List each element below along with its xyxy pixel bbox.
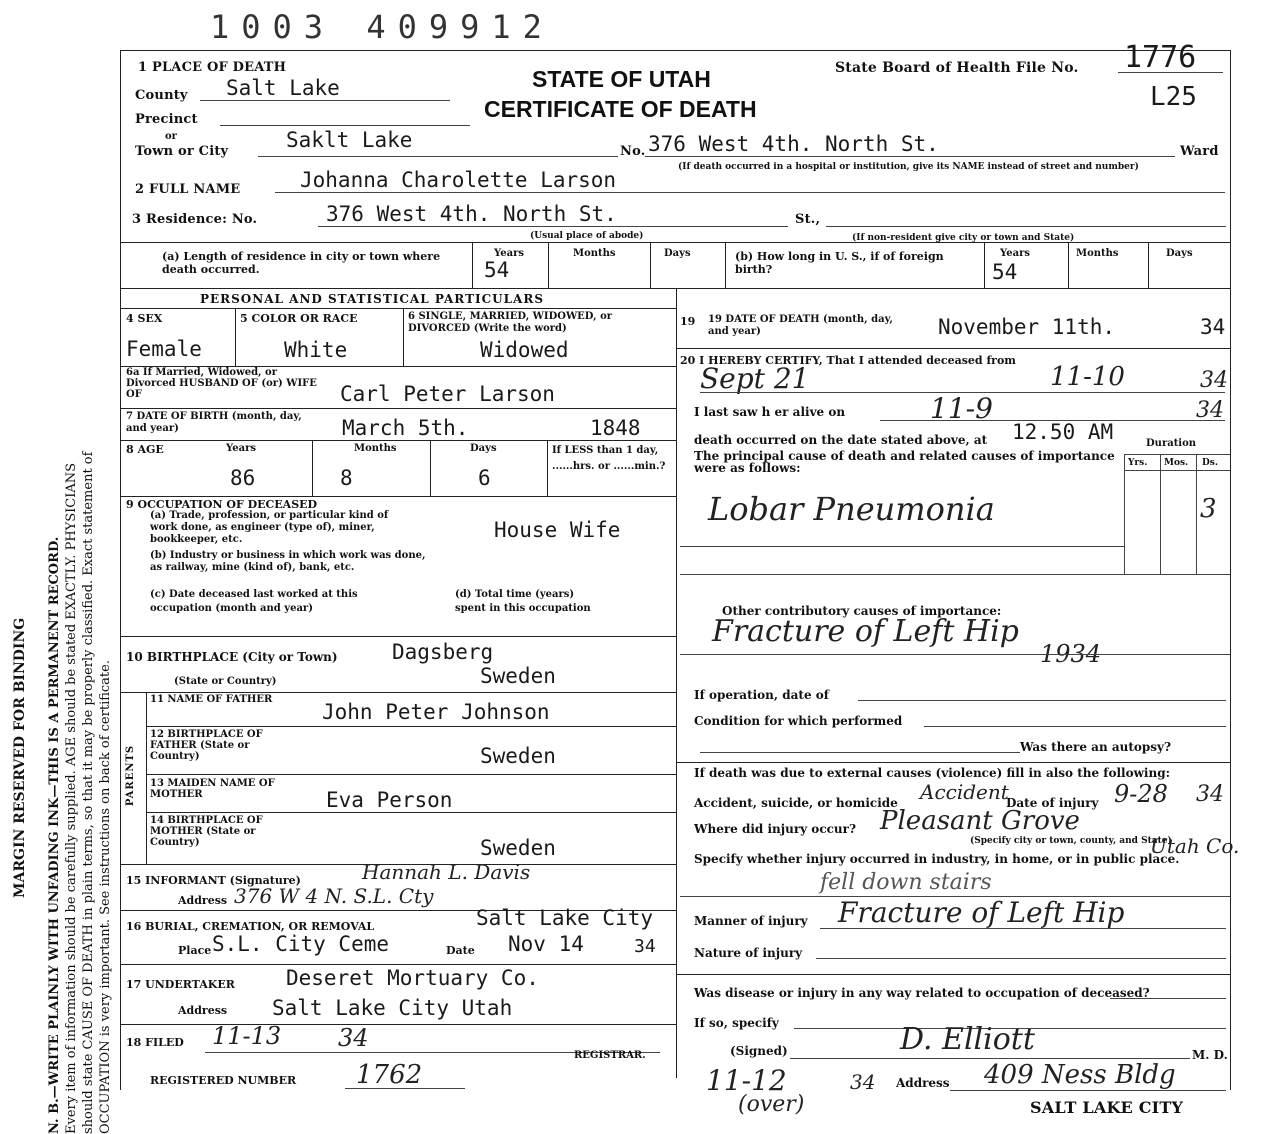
len-years-label: Years: [494, 248, 525, 259]
full-name-line: [275, 192, 1225, 193]
signed-date: 11-12: [706, 1064, 787, 1097]
death-time-value: 12.50 AM: [1012, 420, 1114, 444]
accident-label: Accident, suicide, or homicide: [694, 796, 898, 810]
last-saw-value: 11-9: [930, 392, 993, 425]
county-value: Salt Lake: [226, 76, 340, 100]
registered-number-label: REGISTERED NUMBER: [150, 1074, 297, 1087]
frame-right: [1230, 50, 1231, 1090]
row-line-autopsy: [676, 762, 1230, 763]
occupation-value: House Wife: [494, 518, 621, 542]
hospital-note: (If death occurred in a hospital or institution, give its NAME instead of street and number): [678, 162, 1139, 172]
residence-st-line: [826, 226, 1226, 227]
spouse-value: Carl Peter Larson: [340, 382, 555, 406]
father-value: John Peter Johnson: [322, 700, 550, 724]
burial-place-label: Place: [178, 944, 212, 957]
marital-value: Widowed: [480, 338, 569, 362]
foreign-birth-label: (b) How long in U. S., if of foreign birth?: [735, 250, 944, 276]
contributory-line: [680, 654, 1230, 655]
filed-label: 18 FILED: [126, 1036, 184, 1049]
burial-date-label: Date: [446, 944, 475, 957]
margin-instruction-line: Every item of information should be carefully supplied. AGE should be stated EXACTLY. PHYSICIANS: [64, 462, 79, 1134]
occupation-heading: 9 OCCUPATION OF DECEASED: [126, 498, 318, 511]
contributory-label: Other contributory causes of importance:: [722, 604, 1002, 618]
row-line-nature: [676, 974, 1230, 975]
attended-year: 34: [1200, 368, 1228, 393]
age-col-3: [547, 440, 548, 496]
cause-label: The principal cause of death and related causes of importance were as follows:: [694, 449, 1115, 475]
attended-to: 11-10: [1050, 362, 1125, 392]
signed-value: D. Elliott: [900, 1022, 1035, 1057]
residence-value: 376 West 4th. North St.: [326, 202, 617, 226]
father-label: 11 NAME OF FATHER: [150, 694, 273, 705]
residence-label: 3 Residence: No.: [132, 212, 258, 227]
cause-line-3: [680, 574, 1230, 575]
city-stamp: SALT LAKE CITY: [1030, 1098, 1184, 1117]
margin-instructions: [46, 114, 114, 1134]
row-line-12: [146, 774, 676, 775]
duration-col-3: [1196, 454, 1197, 574]
certify-label: 20 I HEREBY CERTIFY, That I attended deceased from: [680, 354, 1016, 367]
col-sex-color: [235, 308, 236, 366]
file-suffix: L25: [1150, 82, 1197, 112]
occupation-b-label: (b) Industry or business in which work was done, as railway, mine (kind of), bank, etc.: [150, 550, 426, 573]
age-months-label: Months: [354, 443, 397, 454]
undertaker-label: 17 UNDERTAKER: [126, 978, 235, 991]
mother-value: Eva Person: [326, 788, 453, 812]
duration-header-line: [1124, 470, 1230, 471]
burial-value: Salt Lake City: [476, 906, 654, 930]
sex-value: Female: [126, 337, 202, 361]
town-label: Town or City: [135, 144, 229, 159]
where-value: Pleasant Grove: [880, 806, 1080, 836]
dob-year: 1848: [590, 416, 641, 440]
col-color-marital: [403, 308, 404, 366]
contributory-value: Fracture of Left Hip: [712, 614, 1019, 649]
margin-binding-note: MARGIN RESERVED FOR BINDING: [12, 617, 28, 898]
age-days: 6: [478, 466, 491, 490]
last-saw-year: 34: [1196, 398, 1224, 423]
less-than-label: If LESS than 1 day, ......hrs. or ......min.?: [552, 445, 666, 472]
row-line-16: [120, 964, 676, 965]
usual-abode-note: (Usual place of abode): [530, 231, 644, 241]
injury-date-label: Date of injury: [1006, 796, 1099, 810]
for-months-label: Months: [1076, 248, 1119, 259]
sex-label: 4 SEX: [126, 312, 163, 325]
undertaker-address-label: Address: [178, 1004, 228, 1017]
manner-value: Fracture of Left Hip: [838, 896, 1125, 929]
row-line-10: [120, 692, 676, 693]
file-no-label: State Board of Health File No.: [835, 60, 1079, 76]
burial-label: 16 BURIAL, CREMATION, OR REMOVAL: [126, 920, 375, 933]
precinct-label: Precinct: [135, 112, 198, 127]
duration-top: [1124, 454, 1230, 455]
county-line: [200, 100, 450, 101]
personal-heading: PERSONAL AND STATISTICAL PARTICULARS: [200, 292, 545, 306]
specify-label: Specify whether injury occurred in industry, in home, or in public place.: [694, 852, 1180, 866]
frame-top: [120, 50, 1230, 51]
for-days-label: Days: [1166, 248, 1193, 259]
where-label: Where did injury occur?: [694, 822, 857, 836]
top-stamp-number: 1003 409912: [210, 8, 554, 46]
last-saw-label: I last saw h er alive on: [694, 405, 846, 419]
margin-instruction-line: N. B.—WRITE PLAINLY WITH UNFADING INK—THIS IS A PERMANENT RECORD.: [47, 536, 62, 1134]
for-years-label: Years: [1000, 248, 1031, 259]
color-label: 5 COLOR OR RACE: [240, 312, 358, 325]
autopsy-label: Was there an autopsy?: [1020, 740, 1172, 754]
cause-line-2: [680, 546, 1124, 547]
death-date-label: 19 DATE OF DEATH (month, day, and year): [708, 314, 893, 337]
registrar-label: REGISTRAR.: [574, 1050, 646, 1061]
burial-place: S.L. City Ceme: [212, 932, 390, 956]
len-days-label: Days: [664, 248, 691, 259]
age-days-label: Days: [470, 443, 497, 454]
row-line-17: [120, 1024, 676, 1025]
burial-year: 34: [634, 936, 656, 957]
age-months: 8: [340, 466, 353, 490]
length-residence-years: 54: [484, 258, 510, 282]
nature-label: Nature of injury: [694, 946, 803, 960]
or-label: or: [165, 131, 177, 142]
occupation-d-label: (d) Total time (years) spent in this occupation: [455, 589, 591, 614]
over-note: (over): [738, 1092, 805, 1117]
occupation-c-label: (c) Date deceased last worked at this occupation (month and year): [150, 589, 358, 614]
injury-date-value: 9-28: [1114, 780, 1168, 808]
md-label: M. D.: [1192, 1048, 1228, 1062]
cause-duration: 3: [1200, 494, 1217, 524]
signer-address-label: Address: [896, 1076, 950, 1090]
birthplace-label: 10 BIRTHPLACE (City or Town): [126, 650, 338, 664]
birthplace-city: Dagsberg: [392, 640, 494, 664]
informant-address: 376 W 4 N. S.L. Cty: [234, 884, 434, 908]
for-col-1: [984, 242, 985, 288]
street-value: 376 West 4th. North St.: [648, 132, 939, 156]
external-label: If death was due to external causes (violence) fill in also the following:: [694, 766, 1171, 780]
birthplace-country: Sweden: [480, 664, 556, 688]
len-col-1: [472, 242, 473, 288]
residence-box-bottom: [120, 288, 1230, 289]
place-heading: 1 PLACE OF DEATH: [138, 60, 287, 75]
death-date-label-num: 19: [680, 315, 696, 328]
autopsy-line: [700, 752, 1020, 753]
signer-address-line: [950, 1090, 1226, 1091]
father-bp-label: 12 BIRTHPLACE OF FATHER (State or Country): [150, 729, 263, 762]
parents-label: PARENTS: [125, 744, 137, 807]
residence-box-top: [120, 242, 1230, 243]
duration-ds: Ds.: [1202, 458, 1219, 468]
age-col-2: [430, 440, 431, 496]
row-line-9: [120, 636, 676, 637]
age-years: 86: [230, 466, 256, 490]
color-value: White: [284, 338, 348, 362]
row-line-13: [146, 812, 676, 813]
related-line: [1110, 998, 1226, 999]
margin-instruction-line: should state CAUSE OF DEATH in plain terms, so that it may be properly classified. Exact statement of: [81, 451, 96, 1134]
row-line-19: [676, 348, 1230, 349]
row-line-7: [120, 440, 676, 441]
frame-left: [120, 50, 121, 1090]
for-col-3: [1148, 242, 1149, 288]
dob-month-day: March 5th.: [342, 416, 469, 440]
where-note: (Specify city or town, county, and State): [970, 836, 1172, 846]
death-date-value: November 11th.: [938, 315, 1116, 339]
signer-address: 409 Ness Bldg: [984, 1060, 1176, 1090]
specify-value: fell down stairs: [820, 870, 992, 895]
residence-st-label: St.,: [795, 212, 821, 227]
foreign-years: 54: [992, 260, 1018, 284]
signed-year: 34: [850, 1070, 876, 1094]
age-years-label: Years: [226, 443, 257, 454]
duration-label: Duration: [1146, 438, 1197, 449]
cause-value: Lobar Pneumonia: [708, 490, 995, 528]
center-divider: [676, 288, 677, 1078]
mother-bp-value: Sweden: [480, 836, 556, 860]
duration-col-2: [1160, 454, 1161, 574]
marital-label: 6 SINGLE, MARRIED, WIDOWED, or DIVORCED (Write the word): [408, 311, 613, 334]
duration-col-1: [1124, 454, 1125, 574]
row-line-6a: [120, 408, 676, 409]
operation-line: [858, 700, 1226, 701]
condition-label: Condition for which performed: [694, 714, 903, 728]
row-line-11: [146, 726, 676, 727]
occupation-a-label: (a) Trade, profession, or particular kind of work done, as engineer (type of), miner, bookkeeper, etc.: [150, 510, 389, 545]
full-name-value: Johanna Charolette Larson: [300, 168, 617, 192]
margin-instruction-line: OCCUPATION is very important. See instructions on back of certificate.: [98, 660, 113, 1134]
undertaker-value: Deseret Mortuary Co.: [286, 966, 539, 990]
precinct-line: [220, 125, 470, 126]
attended-from: Sept 21: [700, 362, 810, 395]
len-col-2: [548, 242, 549, 288]
related-label: Was disease or injury in any way related to occupation of deceased?: [694, 986, 1150, 1000]
street-line: [645, 156, 1175, 157]
filed-year: 34: [338, 1024, 369, 1052]
town-value: Saklt Lake: [286, 128, 413, 152]
injury-year-value: 34: [1196, 782, 1224, 807]
signed-label: (Signed): [730, 1044, 788, 1058]
ifso-label: If so, specify: [694, 1016, 779, 1030]
informant-label: 15 INFORMANT (Signature): [126, 874, 301, 887]
duration-mos: Mos.: [1164, 458, 1189, 468]
burial-date: Nov 14: [508, 932, 584, 956]
reg-number-line: [345, 1088, 465, 1089]
death-time-label: death occurred on the date stated above, at: [694, 433, 988, 447]
for-col-2: [1068, 242, 1069, 288]
operation-label: If operation, date of: [694, 688, 829, 702]
town-line: [258, 156, 618, 157]
county-label: County: [135, 88, 188, 103]
len-months-label: Months: [573, 248, 616, 259]
informant-address-label: Address: [178, 894, 228, 907]
signed-line: [790, 1058, 1190, 1059]
mother-label: 13 MAIDEN NAME OF MOTHER: [150, 778, 275, 800]
file-no-line: [1118, 72, 1223, 73]
death-year-value: 34: [1200, 315, 1226, 339]
age-col-1: [312, 440, 313, 496]
father-bp-value: Sweden: [480, 744, 556, 768]
registered-number: 1762: [356, 1060, 423, 1090]
undertaker-address: Salt Lake City Utah: [272, 996, 513, 1020]
accident-value: Accident: [920, 780, 1009, 804]
ward-label: Ward: [1180, 144, 1219, 159]
nature-line: [816, 958, 1226, 959]
duration-yrs: Yrs.: [1128, 458, 1148, 468]
len-col-3: [650, 242, 651, 288]
state-title: STATE OF UTAH: [532, 66, 711, 92]
certificate-title: CERTIFICATE OF DEATH: [484, 96, 757, 122]
nonresident-note: (If non-resident give city or town and State): [852, 233, 1075, 243]
condition-line: [924, 726, 1226, 727]
street-no-label: No.: [620, 144, 646, 159]
manner-line: [820, 928, 1226, 929]
file-no-value: 1776: [1124, 40, 1197, 75]
age-label: 8 AGE: [126, 443, 164, 456]
mother-bp-label: 14 BIRTHPLACE OF MOTHER (State or Country): [150, 815, 263, 848]
length-residence-label: (a) Length of residence in city or town where death occurred.: [162, 250, 441, 276]
spouse-label: 6a If Married, Widowed, or Divorced HUSBAND OF (or) WIFE OF: [126, 367, 317, 400]
dob-label: 7 DATE OF BIRTH (month, day, and year): [126, 411, 302, 434]
personal-heading-line: [120, 308, 676, 309]
full-name-label: 2 FULL NAME: [135, 182, 241, 197]
parents-divider: [146, 692, 147, 864]
where-county: Utah Co.: [1150, 834, 1240, 858]
manner-label: Manner of injury: [694, 914, 808, 928]
contributory-year: 1934: [1040, 640, 1102, 668]
informant-signature: Hannah L. Davis: [362, 860, 531, 884]
len-col-4: [725, 242, 726, 288]
row-line-8: [120, 496, 676, 497]
filed-value: 11-13: [212, 1022, 282, 1050]
birthplace-state-label: (State or Country): [174, 676, 277, 687]
residence-line: [318, 226, 788, 227]
